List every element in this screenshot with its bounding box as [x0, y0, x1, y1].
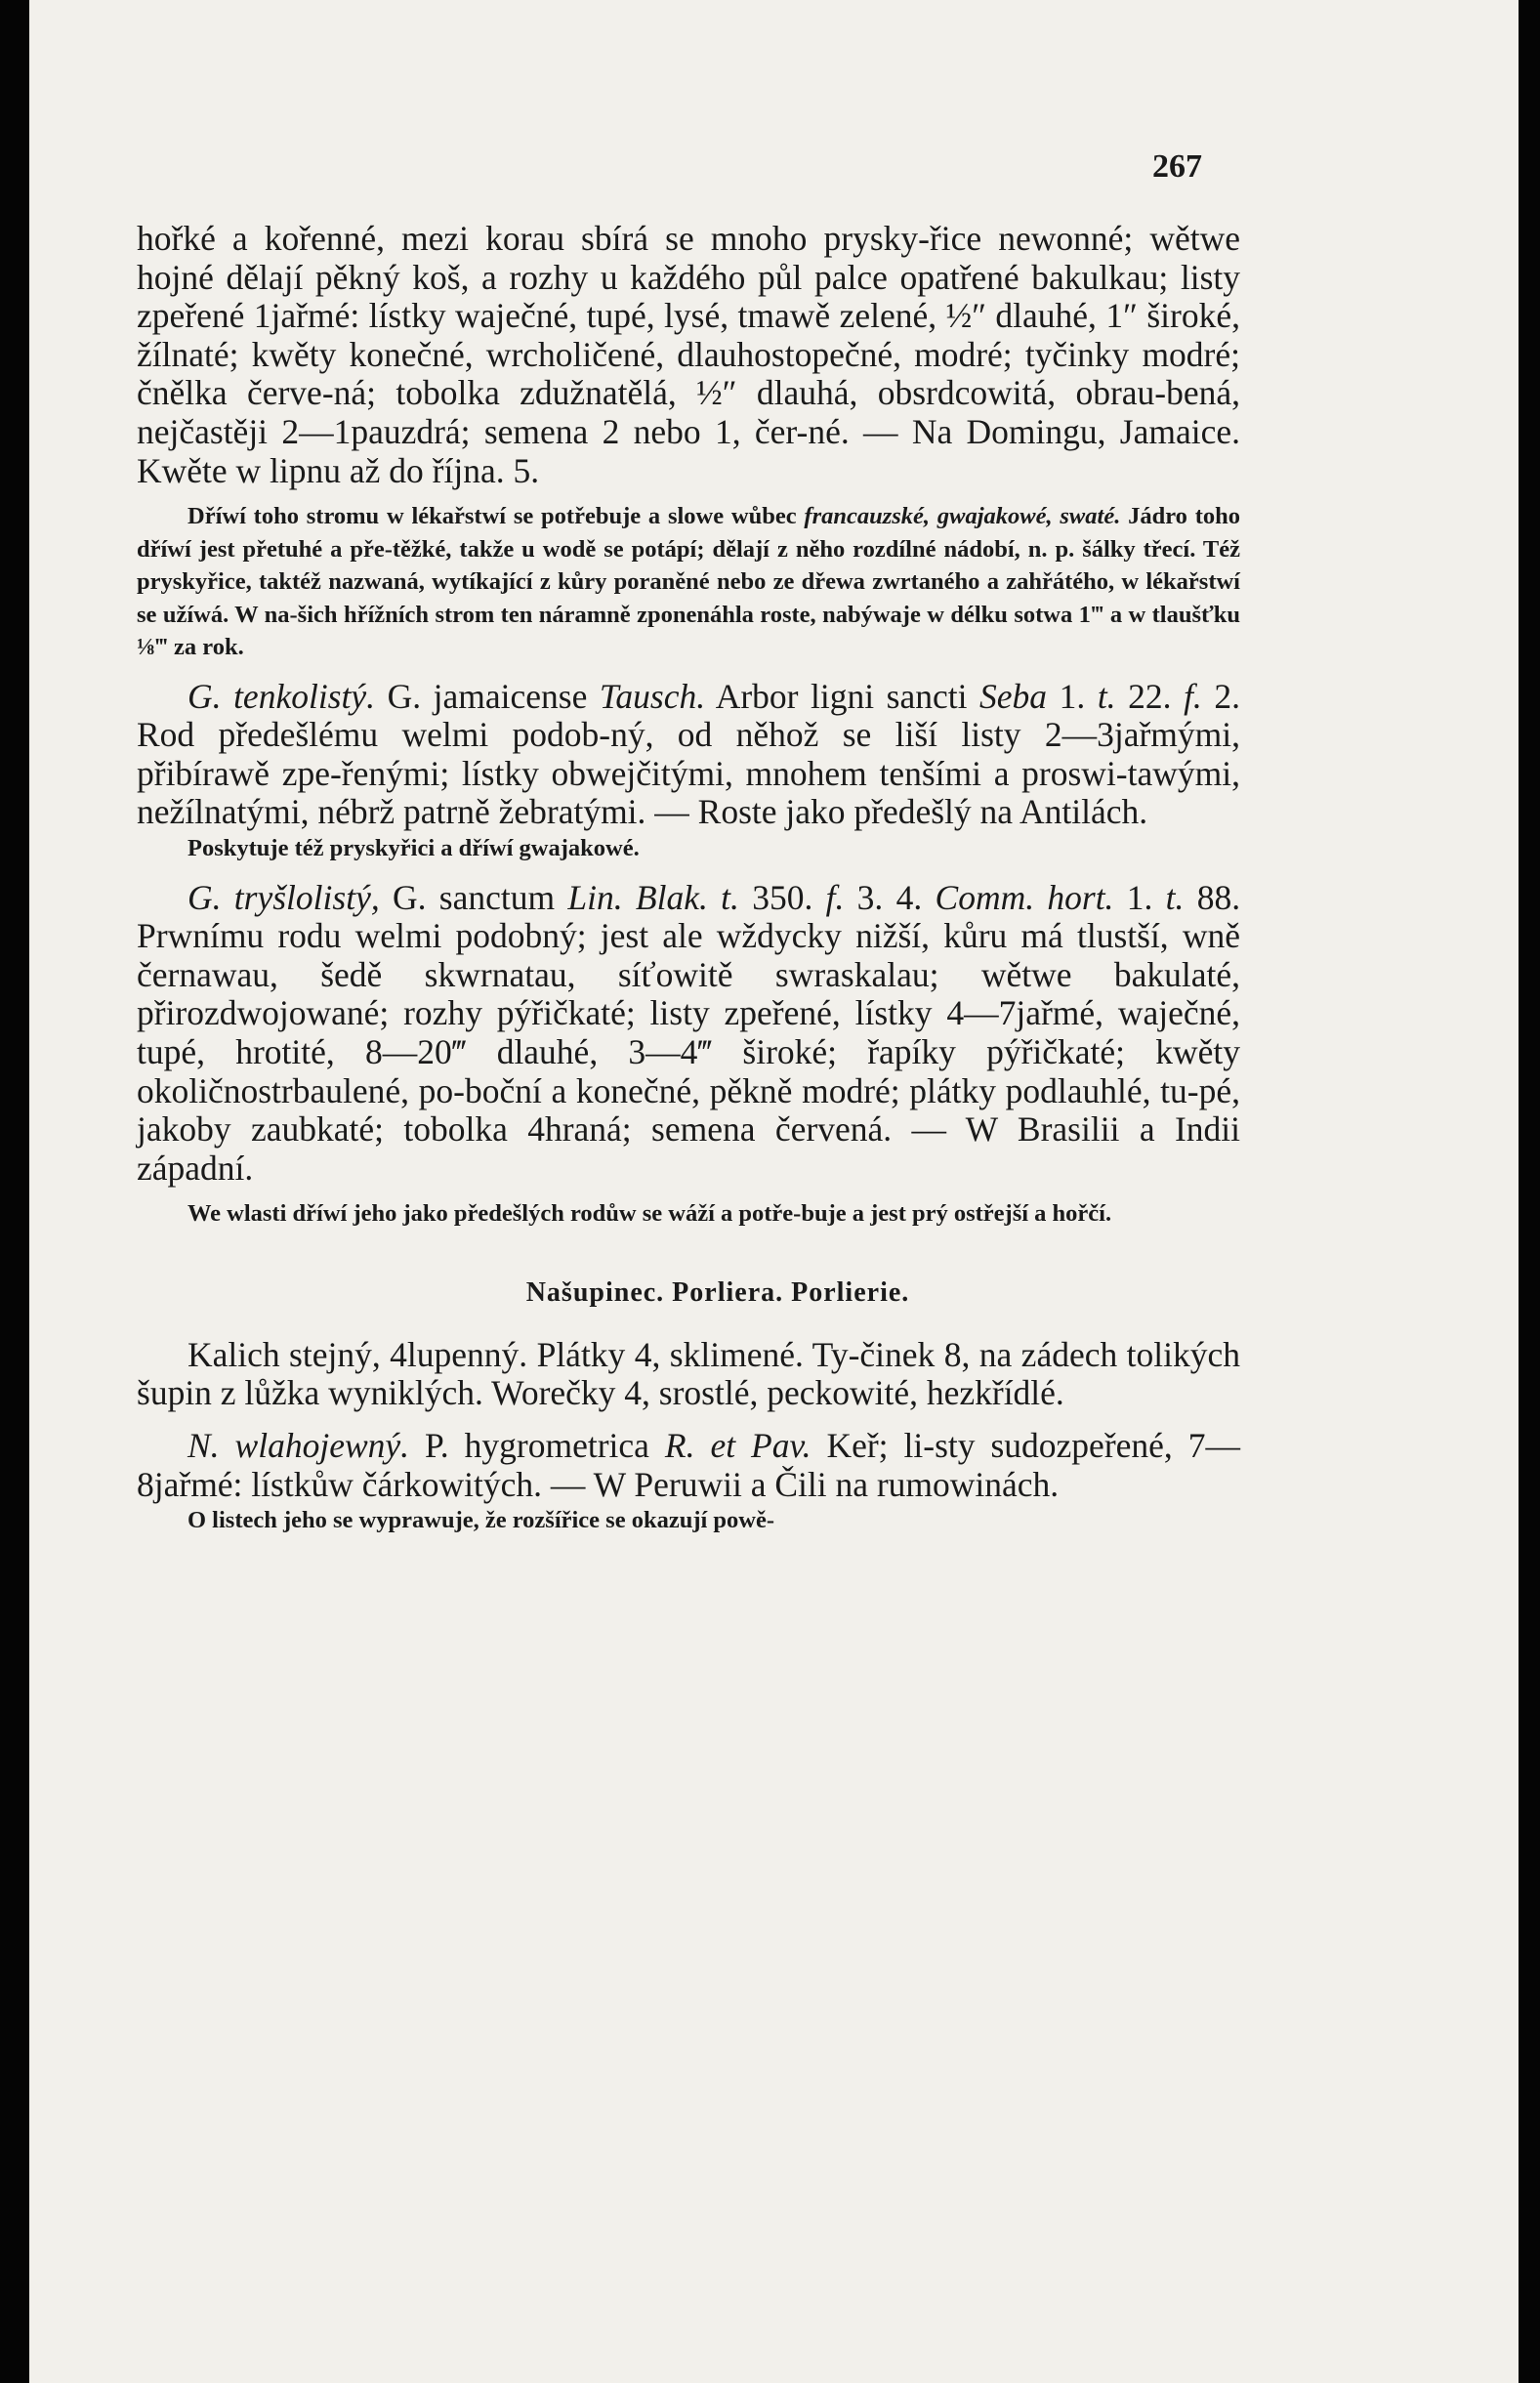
note-resin: Poskytuje též pryskyřici a dříwí gwajakowé.: [187, 835, 640, 862]
species-author: Tausch.: [599, 676, 706, 716]
paragraph-description: [137, 220, 1240, 490]
species-synonym-author: Seba: [979, 676, 1048, 716]
book-page: [29, 0, 1519, 2383]
note-leaves: O listech jeho se wyprawuje, že rozšířice se okazují powě-: [187, 1507, 775, 1534]
species-latin: P. hygrometrica: [425, 1425, 649, 1465]
species-author: R. et Pav.: [664, 1425, 812, 1465]
page-text: [137, 220, 1240, 1537]
reference-table: 22.: [1128, 676, 1172, 716]
note-wood-value: We wlasti dříwí jeho jako předešlých rodůw se wáží a potře-buje a jest prý ostřejší a hořčí.: [187, 1200, 1112, 1228]
reference-figures: 3. 4.: [856, 877, 923, 917]
species-name-tenkolisty: G. tenkolistý.: [187, 676, 375, 716]
note-medicinal-text: Dříwí toho stromu w lékařstwí se potřebuje a slowe wůbec: [187, 503, 797, 530]
reference-volume: 1.: [1059, 676, 1086, 716]
species-description: 88. Prwnímu rodu welmi podobný; jest ale wždycky nižší, kůru má tlustší, wně černawau, šedě skwrnatau, síťowitě swraskalau; wětwe bakulaté, přirozdwojowané; rozhy pýřičkaté; listy zpeřené, lístky 4—7jařmé, waječné, tupé, hrotité, 8—20‴ dlauhé, 3—4‴ široké; řapíky pýřičkaté; kwěty okoličnostrbaulené, po-boční a konečné, pěkně modré; plátky podlauhlé, tu-pé, jakoby zaubkaté; tobolka 4hraná; semena červená. — W Brasilii a Indii západní.: [137, 877, 1241, 1188]
note-medicinal-use: [137, 500, 1240, 664]
note-medicinal-rest: Jádro toho dříwí jest přetuhé a pře-těžké, takže u wodě se potápí; dělají z něho rozdílné nádobí, n. p. šálky třecí. Též pryskyřice, taktéž nazwaná, wytíkající z kůry poraněné nebo ze dřewa zwrtaného a zahřátého, w lékařstwí se užíwá. W na-šich hřížních strom ten náramně zponenáhla roste, nabýwaje w délku sotwa 1‴ a w tlaušťku ⅛‴ za rok.: [137, 503, 1241, 661]
species-name-tryslolisty: G. tryšlolistý,: [187, 877, 380, 917]
species-description: 2. Rod předešlému welmi podob-ný, od něhož se liší listy 2—3jařmými, přibírawě zpe-řenými; lístky obwejčitými, mnohem tenšími a proswi-tawými, nežílnatými, nébrž patrně žebratými. — Roste jako předešlý na Antilách.: [137, 676, 1240, 832]
description-text: hořké a kořenné, mezi korau sbírá se mnoho prysky-řice newonné; wětwe hojné dělají pěkný koš, a rozhy u každého půl palce opatřené bakulkau; listy zpeřené 1jařmé: lístky waječné, tupé, lysé, tmawě zelené, ½″ dlauhé, 1″ široké, žílnaté; kwěty konečné, wrcholičené, dlauhostopečné, modré; tyčinky modré; čnělka červe-ná; tobolka zdužnatělá, ½″ dlauhá, obsrdcowitá, obrau-bená, nejčastěji 2—1pauzdrá; semena 2 nebo 1, čer-né. — Na Domingu, Jamaice. Kwěte w lipnu až do října.: [137, 219, 1240, 490]
species-latin: G. jamaicense: [387, 676, 588, 716]
species-author: Lin. Blak.: [567, 877, 708, 917]
paragraph-species-wlahojewny: [137, 1427, 1240, 1504]
reference-volume: 1.: [1126, 877, 1153, 917]
section-mark: 5.: [513, 450, 540, 490]
species-latin: G. sanctum: [393, 877, 556, 917]
page-number: 267: [1152, 148, 1202, 185]
species-name-wlahojewny: N. wlahojewný.: [187, 1425, 410, 1465]
species-description: Keř; li-sty sudozpeřené, 7—8jařmé: lístkůw čárkowitých. — W Peruwii a Čili na rumowinách.: [137, 1425, 1241, 1504]
species-synonym: Arbor ligni sancti: [715, 676, 968, 716]
paragraph-species-tenkolisty: [137, 678, 1240, 832]
paragraph-genus-characters: Kalich stejný, 4lupenný. Plátky 4, sklimené. Ty-činek 8, na zádech tolikých šupin z lůžka wyniklých. Worečky 4, srostlé, peckowité, hezkřídlé.: [137, 1334, 1240, 1413]
paragraph-species-tryslolisty: [137, 879, 1240, 1189]
scan-edge-right: [1519, 0, 1540, 2383]
reference-table-abbr-2: t.: [1165, 877, 1185, 917]
reference-table: 350.: [752, 877, 813, 917]
reference-figure-abbr: f.: [1184, 676, 1202, 716]
reference-table-abbr: t.: [721, 877, 739, 917]
reference-work: Comm. hort.: [935, 877, 1114, 917]
genus-heading: Našupinec. Porliera. Porlierie.: [525, 1276, 910, 1308]
reference-figure-abbr: f.: [825, 877, 845, 917]
note-medicinal-names: francauzské, gwajakowé, swaté.: [804, 503, 1121, 530]
reference-table-abbr: t.: [1097, 676, 1116, 716]
scan-edge-left: [0, 0, 29, 2383]
